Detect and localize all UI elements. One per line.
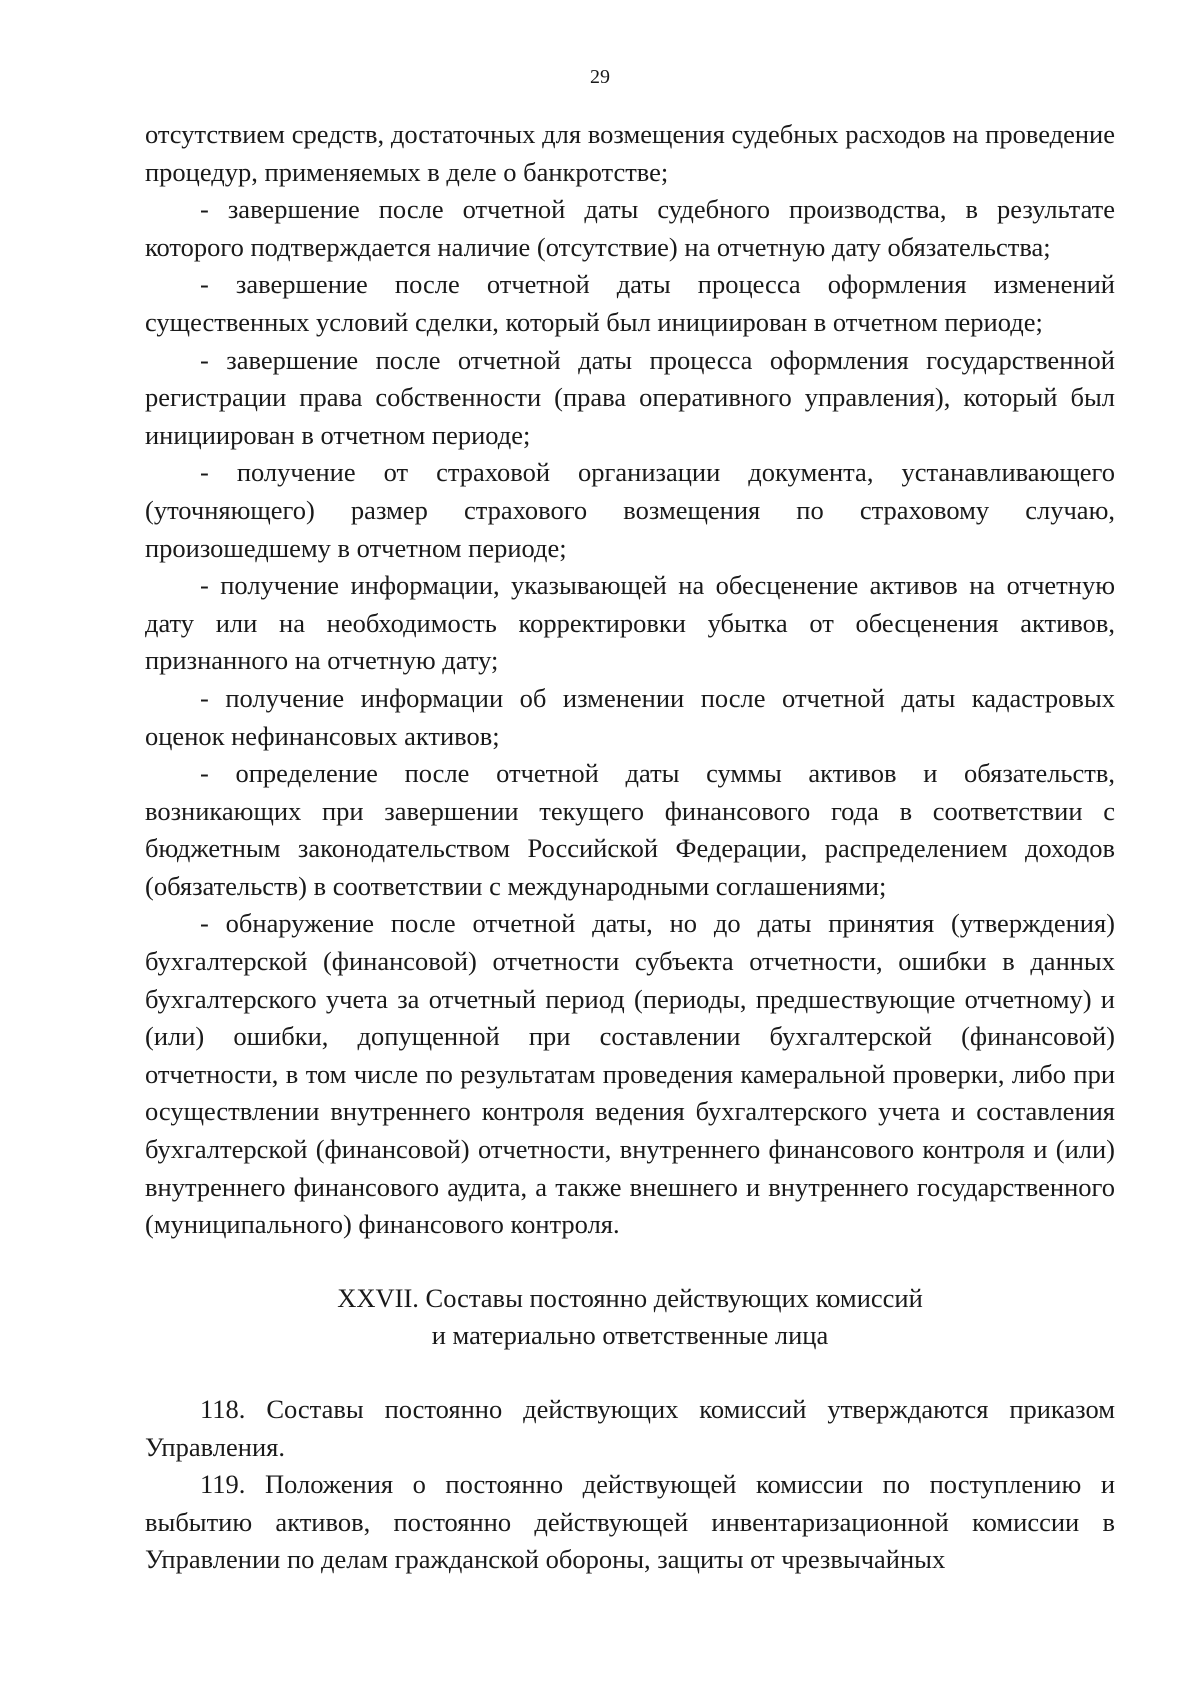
list-item: - получение информации об изменении после отчетной даты кадастровых оценок нефинансовых активов; (145, 682, 1115, 751)
page-number: 29 (590, 66, 610, 88)
body-text (145, 116, 1115, 1579)
list-item: - получение информации, указывающей на обесценение активов на отчетную дату или на необходимость корректировки убытка от обесценения активов, признанного на отчетную дату; (145, 570, 1115, 676)
section-heading (145, 1280, 1115, 1355)
list-item: - завершение после отчетной даты процесса оформления государственной регистрации права собственности (права оперативного управления), который был инициирован в отчетном периоде; (145, 344, 1115, 450)
paragraph: отсутствием средств, достаточных для возмещения судебных расходов на проведение процедур, применяемых в деле о банкротстве; (145, 119, 1115, 187)
section-heading-line-2: и материально ответственные лица (431, 1320, 829, 1351)
list-item: - получение от страховой организации документа, устанавливающего (уточняющего) размер страхового возмещения по страховому случаю, произошедшему в отчетном периоде; (145, 457, 1115, 563)
numbered-paragraph-118: 118. Составы постоянно действующих комиссий утверждаются приказом Управления. (145, 1394, 1115, 1462)
list-item: - обнаружение после отчетной даты, но до даты принятия (утверждения) бухгалтерской (финансовой) отчетности субъекта отчетности, ошибки в данных бухгалтерского учета за отчетный период (периоды, предшествующие отчетному) и (или) ошибки, допущенной при составлении бухгалтерской (финансовой) отчетности, в том числе по результатам проведения камеральной проверки, либо при осуществлении внутреннего контроля ведения бухгалтерского учета и составления бухгалтерской (финансовой) отчетности, внутреннего финансового контроля и (или) внутреннего финансового аудита, а также внешнего и внутреннего государственного (муниципального) финансового контроля. (145, 908, 1115, 1240)
list-item: - определение после отчетной даты суммы активов и обязательств, возникающих при завершении текущего финансового года в соответствии с бюджетным законодательством Российской Федерации, распределением доходов (обязательств) в соответствии с международными соглашениями; (145, 758, 1115, 901)
list-item: - завершение после отчетной даты процесса оформления изменений существенных условий сделки, который был инициирован в отчетном периоде; (145, 269, 1115, 337)
section-heading-line-1: XXVII. Составы постоянно действующих комиссий (337, 1282, 923, 1313)
numbered-paragraph-119: 119. Положения о постоянно действующей комиссии по поступлению и выбытию активов, постоянно действующей инвентаризационной комиссии в Управлении по делам гражданской обороны, защиты от чрезвычайных (145, 1469, 1115, 1575)
list-item: - завершение после отчетной даты судебного производства, в результате которого подтверждается наличие (отсутствие) на отчетную дату обязательства; (145, 194, 1115, 262)
